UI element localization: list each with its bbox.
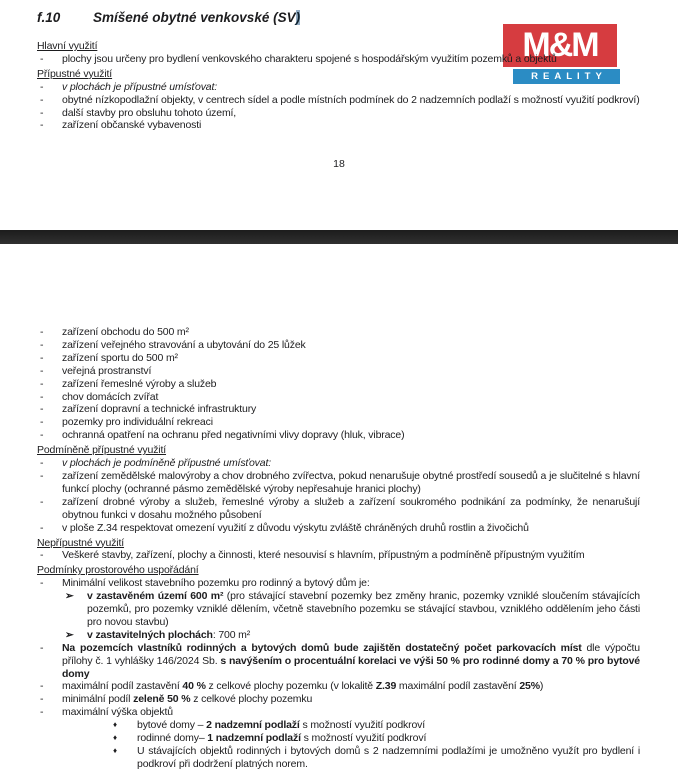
list-item-text: Minimální velikost stavebního pozemku pro rodinný a bytový dům je: bbox=[62, 577, 370, 590]
dash-bullet: - bbox=[40, 52, 44, 65]
section-pripustne-vyuziti: Přípustné využití bbox=[37, 67, 113, 80]
list-item bbox=[37, 706, 640, 719]
list-item bbox=[37, 719, 640, 732]
list-item-text bbox=[62, 693, 640, 706]
regular-text: ) bbox=[539, 680, 544, 693]
dash-bullet: - bbox=[40, 403, 44, 416]
dash-bullet: - bbox=[40, 495, 44, 508]
list-item-text: zařízení řemeslné výroby a služeb bbox=[62, 377, 217, 390]
list-item bbox=[37, 119, 640, 132]
dash-bullet: - bbox=[40, 106, 44, 119]
list-item-text: v plochách je podmíněně přípustné umísťovat: bbox=[62, 457, 271, 470]
section-hlavni-vyuziti: Hlavní využití bbox=[37, 40, 98, 52]
dash-bullet: - bbox=[40, 457, 44, 470]
list-item bbox=[37, 457, 640, 470]
section-podminky-prostoroveho: Podmínky prostorového uspořádání bbox=[37, 564, 199, 577]
list-item bbox=[37, 470, 640, 496]
arrow-bullet: ➢ bbox=[65, 628, 74, 641]
list-item bbox=[37, 496, 640, 522]
list-item-text: zařízení dopravní a technické infrastruktury bbox=[62, 403, 257, 416]
bold-text: v zastavěném území 600 m² bbox=[87, 590, 224, 603]
bold-text: v zastavitelných plochách bbox=[87, 628, 213, 641]
dash-bullet: - bbox=[40, 377, 44, 390]
regular-text: maximální podíl zastavění bbox=[62, 680, 183, 693]
bold-text: Z.39 bbox=[375, 680, 397, 693]
list-item-text: zařízení sportu do 500 m² bbox=[62, 351, 178, 364]
dash-bullet: - bbox=[40, 641, 44, 654]
list-item-text: v ploše Z.34 respektovat omezení využití z důvodu výskytu zvláště chráněných druhů rostlin a živočichů bbox=[62, 521, 529, 534]
dash-bullet: - bbox=[40, 351, 44, 364]
dash-bullet: - bbox=[40, 390, 44, 403]
page-separator bbox=[0, 230, 678, 244]
list-item bbox=[37, 429, 640, 442]
list-item bbox=[37, 642, 640, 681]
list-item bbox=[37, 326, 640, 339]
regular-text: : 700 m² bbox=[212, 628, 251, 641]
list-item-text bbox=[62, 680, 640, 693]
heading-title-text: Smíšené obytné venkovské (SV bbox=[93, 10, 296, 25]
dash-bullet: - bbox=[40, 119, 44, 132]
list-item bbox=[37, 107, 640, 120]
list-item bbox=[37, 549, 640, 562]
list-item-text: veřejná prostranství bbox=[62, 364, 152, 377]
list-item-text bbox=[87, 629, 640, 642]
list-item bbox=[37, 577, 640, 590]
regular-text: z celkové plochy pozemku (v lokalitě bbox=[205, 680, 376, 693]
list-item bbox=[37, 522, 640, 535]
logo-mm-text: M&M bbox=[522, 26, 598, 64]
diamond-bullet: ♦ bbox=[113, 733, 117, 743]
page1-content bbox=[0, 40, 678, 132]
list-item bbox=[37, 590, 640, 629]
list-item-text bbox=[62, 642, 640, 681]
dash-bullet: - bbox=[40, 326, 44, 338]
list-item bbox=[37, 53, 640, 66]
dash-bullet: - bbox=[40, 693, 44, 706]
dash-bullet: - bbox=[40, 416, 44, 429]
dash-bullet: - bbox=[40, 469, 44, 482]
regular-text: bytové domy – bbox=[137, 719, 207, 732]
regular-text: s možností využití podkroví bbox=[299, 719, 426, 732]
list-item-text: zařízení drobné výroby a služeb, řemeslné výroby a služeb a zařízení soukromého podnikání za podmínky, že nenarušují obytnou funkci v dosahu možného působení bbox=[62, 495, 640, 521]
regular-text: rodinné domy– bbox=[137, 732, 208, 745]
list-item-text: v plochách je přípustné umísťovat: bbox=[62, 80, 218, 93]
list-item bbox=[37, 680, 640, 693]
bold-text: zeleně 50 % bbox=[133, 693, 191, 706]
list-item-text: ochranná opatření na ochranu před negativními vlivy dopravy (hluk, vibrace) bbox=[62, 429, 405, 442]
list-item bbox=[37, 94, 640, 107]
list-item bbox=[37, 693, 640, 706]
regular-text: maximální podíl zastavění bbox=[396, 680, 520, 693]
list-item-text: chov domácích zvířat bbox=[62, 390, 159, 403]
bold-text: Na pozemcích vlastníků rodinných a bytových domů bude zajištěn dostatečný počet parkovacích míst bbox=[62, 641, 582, 654]
list-item-text: zařízení občanské vybavenosti bbox=[62, 119, 202, 132]
list-item-text bbox=[137, 719, 640, 732]
list-item bbox=[37, 378, 640, 391]
list-item-text bbox=[87, 590, 640, 629]
list-item-text: Veškeré stavby, zařízení, plochy a činnosti, které nesouvisí s hlavním, přípustným a podmíněně přípustným využitím bbox=[62, 549, 585, 562]
heading-number: f.10 bbox=[37, 10, 61, 25]
list-item bbox=[37, 732, 640, 745]
section-podminene-pripustne: Podmíněně přípustné využití bbox=[37, 444, 167, 457]
list-item bbox=[37, 81, 640, 94]
list-item-text: další stavby pro obsluhu tohoto území, bbox=[62, 106, 237, 119]
page-number: 18 bbox=[333, 158, 345, 170]
list-item-text: obytné nízkopodlažní objekty, v centrech sídel a podle místních podmínek do 2 nadzemních podlaží s možností využití podkroví) bbox=[62, 93, 640, 106]
dash-bullet: - bbox=[40, 577, 44, 590]
diamond-bullet: ♦ bbox=[113, 746, 117, 755]
diamond-bullet: ♦ bbox=[113, 720, 117, 730]
logo-reality-text: REALITY bbox=[531, 71, 607, 82]
list-item-text: zařízení veřejného stravování a ubytování do 25 lůžek bbox=[62, 338, 306, 351]
arrow-bullet: ➢ bbox=[65, 590, 74, 603]
list-item-text: zařízení zemědělské malovýroby a chov drobného zvířectva, pokud nenarušuje obytné prostředí sousedů a je slučitelné s hlavní funkcí plochy (ochranné pásmo zemědělské výroby nepřesahuje hranici plochy) bbox=[62, 469, 640, 495]
dash-bullet: - bbox=[40, 93, 44, 106]
bold-text: s navýšením o procentuální korelaci ve výši 50 % pro rodinné domy a 70 % pro bytové domy bbox=[62, 654, 640, 680]
regular-text: z celkové plochy pozemku bbox=[190, 693, 313, 706]
page2-content bbox=[0, 326, 678, 771]
text-selection-highlight: ) bbox=[295, 10, 301, 25]
dash-bullet: - bbox=[40, 80, 44, 93]
list-item bbox=[37, 416, 640, 429]
list-item bbox=[37, 339, 640, 352]
list-item bbox=[37, 629, 640, 642]
dash-bullet: - bbox=[40, 364, 44, 377]
section-nepripustne: Nepřípustné využití bbox=[37, 536, 125, 549]
dash-bullet: - bbox=[40, 706, 44, 719]
regular-text: s možností využití podkroví bbox=[300, 732, 427, 745]
bold-text: 2 nadzemní podlaží bbox=[206, 719, 300, 732]
list-item-text: maximální výška objektů bbox=[62, 706, 173, 719]
dash-bullet: - bbox=[40, 549, 44, 562]
list-item bbox=[37, 391, 640, 404]
list-item-text: plochy jsou určeny pro bydlení venkovského charakteru spojené s hospodářským využitím pozemků a objektů bbox=[62, 52, 557, 65]
list-item-text: pozemky pro individuální rekreaci bbox=[62, 416, 213, 429]
bold-text: 1 nadzemní podlaží bbox=[207, 732, 301, 745]
bold-text: 25% bbox=[519, 680, 540, 693]
list-item-text: U stávajících objektů rodinných i bytových domů s 2 nadzemními podlažími je umožněno využít pro bydlení i podkroví při dodržení platných norem. bbox=[137, 745, 640, 770]
dash-bullet: - bbox=[40, 680, 44, 693]
list-item bbox=[37, 365, 640, 378]
list-item-text bbox=[137, 732, 640, 745]
section-heading-f10 bbox=[37, 10, 300, 25]
list-item bbox=[37, 745, 640, 771]
regular-text: minimální podíl bbox=[62, 693, 134, 706]
bold-text: 40 % bbox=[182, 680, 206, 693]
dash-bullet: - bbox=[40, 429, 44, 442]
list-item-text: zařízení obchodu do 500 m² bbox=[62, 326, 189, 338]
regular-text: (pro stávající stavební pozemky bez změny hranic, pozemky vzniklé sloučením stávajících pozemků, pro pozemky vzniklé dělením, včetně stavebního pozemku se stávající stavbou, vzniklého oddělením jeho části pro novou stavbu) bbox=[87, 590, 640, 628]
dash-bullet: - bbox=[40, 338, 44, 351]
list-item bbox=[37, 403, 640, 416]
dash-bullet: - bbox=[40, 521, 44, 534]
regular-text: dle výpočtu přílohy č. 1 vyhlášky 146/2024 Sb. bbox=[62, 641, 641, 667]
list-item bbox=[37, 352, 640, 365]
